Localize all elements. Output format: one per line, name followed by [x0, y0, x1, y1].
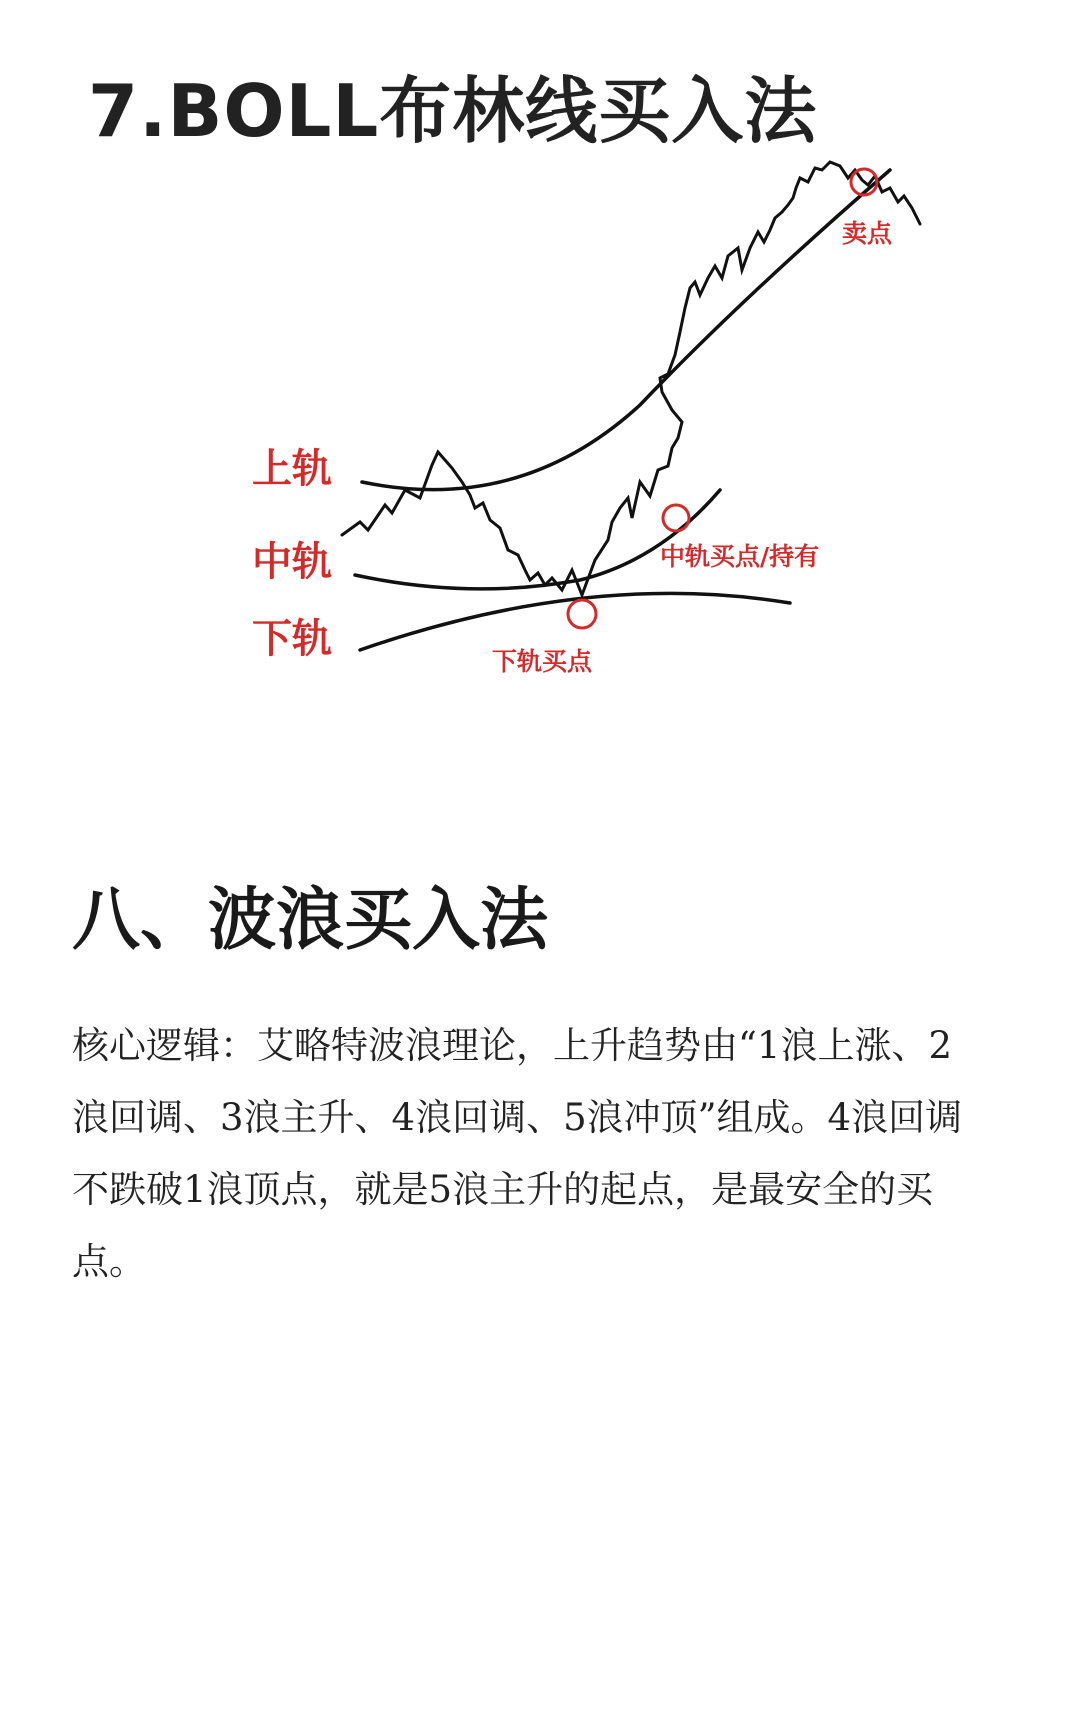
middle-buy-point-marker: [663, 505, 689, 531]
lower-buy-point-marker: [568, 600, 596, 628]
upper-band-line: [362, 170, 890, 490]
middle-buy-point-label: 中轨买点/持有: [660, 542, 820, 571]
section-body-text: 核心逻辑：艾略特波浪理论，上升趋势由“1浪上涨、2浪回调、3浪主升、4浪回调、5浪冲顶”组成。4浪回调不跌破1浪顶点，就是5浪主升的起点，是最安全的买点。: [72, 1024, 963, 1283]
price-path: [342, 162, 920, 595]
middle-band-label: 中轨: [252, 539, 332, 585]
section-heading: 八、波浪买入法: [72, 880, 549, 960]
upper-band-label: 上轨: [252, 446, 332, 492]
sell-point-label: 卖点: [842, 219, 893, 248]
boll-diagram: [0, 160, 1080, 720]
diagram-title: 7.BOLL布林线买入法: [88, 69, 818, 153]
lower-buy-point-label: 下轨买点: [492, 647, 593, 676]
lower-band-label: 下轨: [252, 616, 332, 662]
